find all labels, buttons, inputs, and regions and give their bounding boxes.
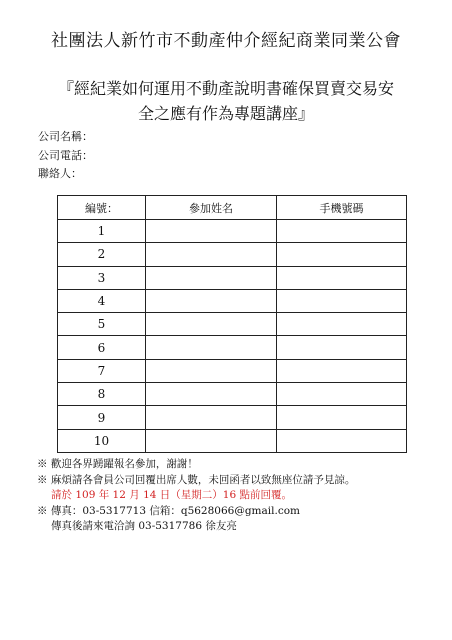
name-cell[interactable]	[146, 429, 277, 452]
table-row	[58, 429, 407, 452]
table-row	[58, 406, 407, 429]
reply-request-note: ※ 麻煩請各會員公司回覆出席人數，未回函者以致無座位請予見諒。	[37, 473, 356, 486]
fax-email-note: ※ 傳真：03-5317713 信箱：q5628066@gmail.com	[37, 504, 300, 517]
mobile-cell[interactable]	[277, 313, 407, 336]
name-cell[interactable]	[146, 266, 277, 289]
mobile-cell[interactable]	[277, 406, 407, 429]
row-number: 2	[58, 243, 146, 266]
mobile-cell[interactable]	[277, 266, 407, 289]
mobile-cell[interactable]	[277, 336, 407, 359]
company-name-label: 公司名稱：	[38, 130, 93, 143]
table-row	[58, 289, 407, 312]
table-row	[58, 220, 407, 243]
name-cell[interactable]	[146, 220, 277, 243]
welcome-note: ※ 歡迎各界踴躍報名參加，謝謝！	[37, 458, 198, 470]
name-cell[interactable]	[146, 243, 277, 266]
row-number: 10	[58, 429, 146, 452]
table-header-row	[58, 196, 407, 220]
row-number: 3	[58, 266, 146, 289]
header-number: 編號：	[58, 196, 146, 220]
mobile-cell[interactable]	[277, 289, 407, 312]
confirm-note: 傳真後請來電洽詢 03-5317786 徐友亮	[51, 520, 237, 533]
page-title: 社團法人新竹市不動產仲介經紀商業同業公會	[51, 31, 401, 51]
name-cell[interactable]	[146, 406, 277, 429]
header-mobile: 手機號碼	[277, 196, 407, 220]
table-row	[58, 383, 407, 406]
name-cell[interactable]	[146, 359, 277, 382]
mobile-cell[interactable]	[277, 220, 407, 243]
seminar-title-line-2: 全之應有作為專題講座』	[137, 104, 314, 123]
seminar-title-line-1: 『經紀業如何運用不動產說明書確保買賣交易安	[57, 79, 394, 98]
name-cell[interactable]	[146, 383, 277, 406]
mobile-cell[interactable]	[277, 243, 407, 266]
mobile-cell[interactable]	[277, 383, 407, 406]
row-number: 6	[58, 336, 146, 359]
row-number: 1	[58, 220, 146, 243]
row-number: 9	[58, 406, 146, 429]
table-row	[58, 266, 407, 289]
row-number: 7	[58, 359, 146, 382]
table-row	[58, 243, 407, 266]
row-number: 8	[58, 383, 146, 406]
deadline-note: 請於 109 年 12 月 14 日（星期二）16 點前回覆。	[51, 489, 292, 502]
notes-section	[37, 457, 355, 535]
company-info-fields	[38, 128, 93, 184]
name-cell[interactable]	[146, 313, 277, 336]
table-row	[58, 313, 407, 336]
name-cell[interactable]	[146, 336, 277, 359]
name-cell[interactable]	[146, 289, 277, 312]
company-phone-label: 公司電話：	[38, 148, 93, 162]
seminar-title	[30, 76, 422, 126]
header-name: 參加姓名	[146, 196, 277, 220]
registration-table	[57, 195, 407, 453]
mobile-cell[interactable]	[277, 429, 407, 452]
row-number: 4	[58, 289, 146, 312]
table-row	[58, 336, 407, 359]
table-row	[58, 359, 407, 382]
mobile-cell[interactable]	[277, 359, 407, 382]
row-number: 5	[58, 313, 146, 336]
contact-label: 聯絡人：	[38, 167, 82, 180]
